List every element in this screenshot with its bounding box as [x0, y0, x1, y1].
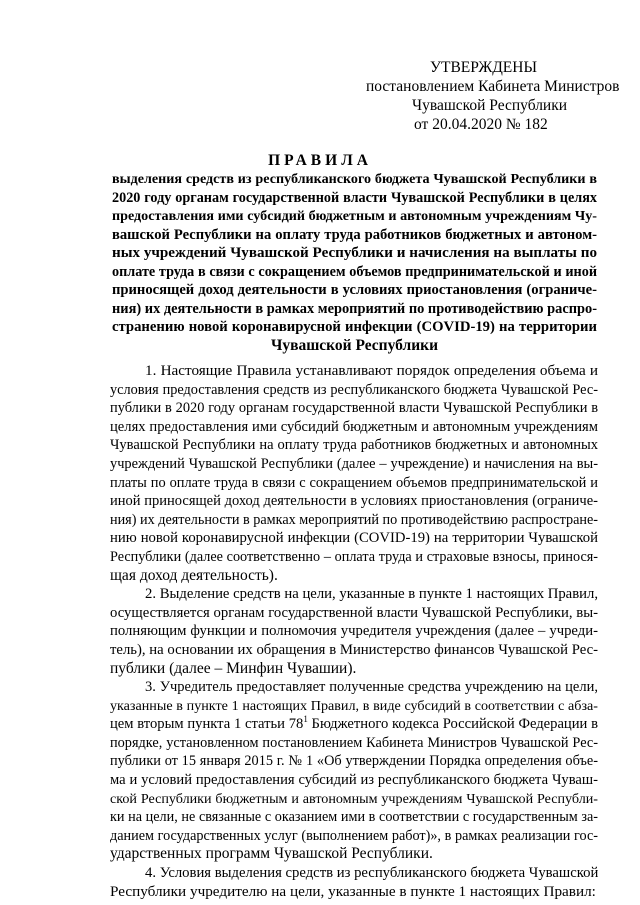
text-line: ния) их деятельности в рамках мероприятий по противодействию распростране-	[110, 511, 598, 528]
heading-line: оплате труда в связи с сокращением объемов предпринимательской и иной	[112, 263, 597, 280]
text-line: публики в 2020 году органам государственной власти Чувашской Республики в	[110, 400, 598, 417]
paragraph-3	[110, 678, 598, 864]
approval-line: постановлением Кабинета Министров	[366, 78, 620, 95]
text-fragment: цем вторым пункта 1 статьи 78	[110, 716, 304, 733]
paragraph-2	[110, 585, 598, 678]
text-line: Чувашской Республики на оплату труда работников бюджетных и автономных	[110, 437, 598, 454]
text-line: 1. Настоящие Правила устанавливают порядок определения объема и	[145, 362, 598, 379]
heading-line: 2020 году органам государственной власти Чувашской Республики в целях	[112, 189, 597, 206]
text-line: публики от 15 января 2015 г. № 1 «Об утверждении Порядка определения объе-	[110, 753, 598, 770]
text-line: тель), на основании их обращения в Министерство финансов Чувашской Рес-	[110, 641, 598, 658]
text-line: 4. Условия выделения средств из республиканского бюджета Чувашской	[145, 865, 599, 882]
document-title: ПРАВИЛА	[268, 152, 372, 169]
text-line: иной приносящей доход деятельности в условиях приостановления (ограниче-	[110, 493, 598, 510]
text-line: 2. Выделение средств на цели, указанные в пункте 1 настоящих Правил,	[145, 586, 598, 603]
text-line: Республики учредителю на цели, указанные в пункте 1 настоящих Правил:	[110, 882, 596, 900]
text-line: ской Республики бюджетным и автономным учреждениям Чувашской Республи-	[110, 790, 598, 807]
article-superscript: 1	[303, 714, 308, 725]
text-line	[110, 715, 598, 734]
approval-date-number: от 20.04.2020 № 182	[414, 116, 548, 133]
text-line: учреждений Чувашской Республики (далее – учреждение) и начисления на вы-	[110, 455, 598, 472]
paragraph-1	[110, 362, 598, 585]
heading-line: выделения средств из республиканского бюджета Чувашской Республики в	[112, 171, 597, 187]
text-line: порядке, установленном постановлением Кабинета Министров Чувашской Рес-	[110, 734, 598, 751]
heading-line: вашской Республики на оплату труда работников бюджетных и автоном-	[112, 226, 597, 243]
heading-line: Чувашской Республики	[270, 336, 439, 354]
text-line: целях предоставления ими субсидий бюджетным и автономным учреждениям	[110, 418, 598, 435]
document-body	[110, 362, 598, 901]
text-line: Республики (далее соответственно – оплата труда и страховые взносы, принося-	[110, 548, 598, 565]
text-line: публики (далее – Минфин Чувашии).	[110, 659, 357, 677]
text-fragment: Бюджетного кодекса Российской Федерации в	[307, 716, 598, 733]
heading-line: приносящей доход деятельности в условиях приостановления (ограниче-	[112, 282, 597, 298]
text-line: 3. Учредитель предоставляет полученные средства учреждению на цели,	[145, 679, 598, 696]
heading-line: ных учреждений Чувашской Республики и начисления на выплаты по	[112, 245, 597, 261]
text-line: указанные в пункте 1 настоящих Правил, в виде субсидий в соответствии с абза-	[110, 697, 598, 714]
heading-line: ния) их деятельности в рамках мероприятий по противодействию распро-	[112, 300, 597, 317]
approval-line: Чувашской Республики	[412, 97, 568, 114]
text-line: платы по оплате труда в связи с сокращением объемов предпринимательской и	[110, 474, 598, 491]
text-line: нию новой коронавирусной инфекции (COVID-19) на территории Чувашской	[110, 530, 598, 547]
heading-line: предоставления ими субсидий бюджетным и автономным учреждениям Чу-	[112, 208, 597, 224]
text-line: данием государственных услуг (выполнением работ)», в рамках реализации гос-	[110, 827, 598, 844]
text-line: ки на цели, не связанные с оказанием ими в соответствии с государственным за-	[110, 809, 598, 826]
approval-stamp	[356, 58, 620, 134]
approval-line: УТВЕРЖДЕНЫ	[430, 59, 537, 76]
paragraph-4	[110, 864, 598, 901]
text-line: ударственных программ Чувашской Республики.	[110, 845, 433, 863]
text-line: щая доход деятельность).	[110, 566, 278, 584]
text-line: условия предоставления средств из республиканского бюджета Чувашской Рес-	[110, 381, 598, 398]
document-heading	[112, 170, 597, 355]
text-line: ма и условий предоставления субсидий из республиканского бюджета Чуваш-	[110, 772, 598, 789]
text-line: полняющим функции и полномочия учредителя учреждения (далее – учреди-	[110, 623, 598, 640]
text-line: осуществляется органам государственной власти Чувашской Республики, вы-	[110, 604, 598, 621]
heading-line: странению новой коронавирусной инфекции (COVID-19) на территории	[112, 319, 597, 335]
